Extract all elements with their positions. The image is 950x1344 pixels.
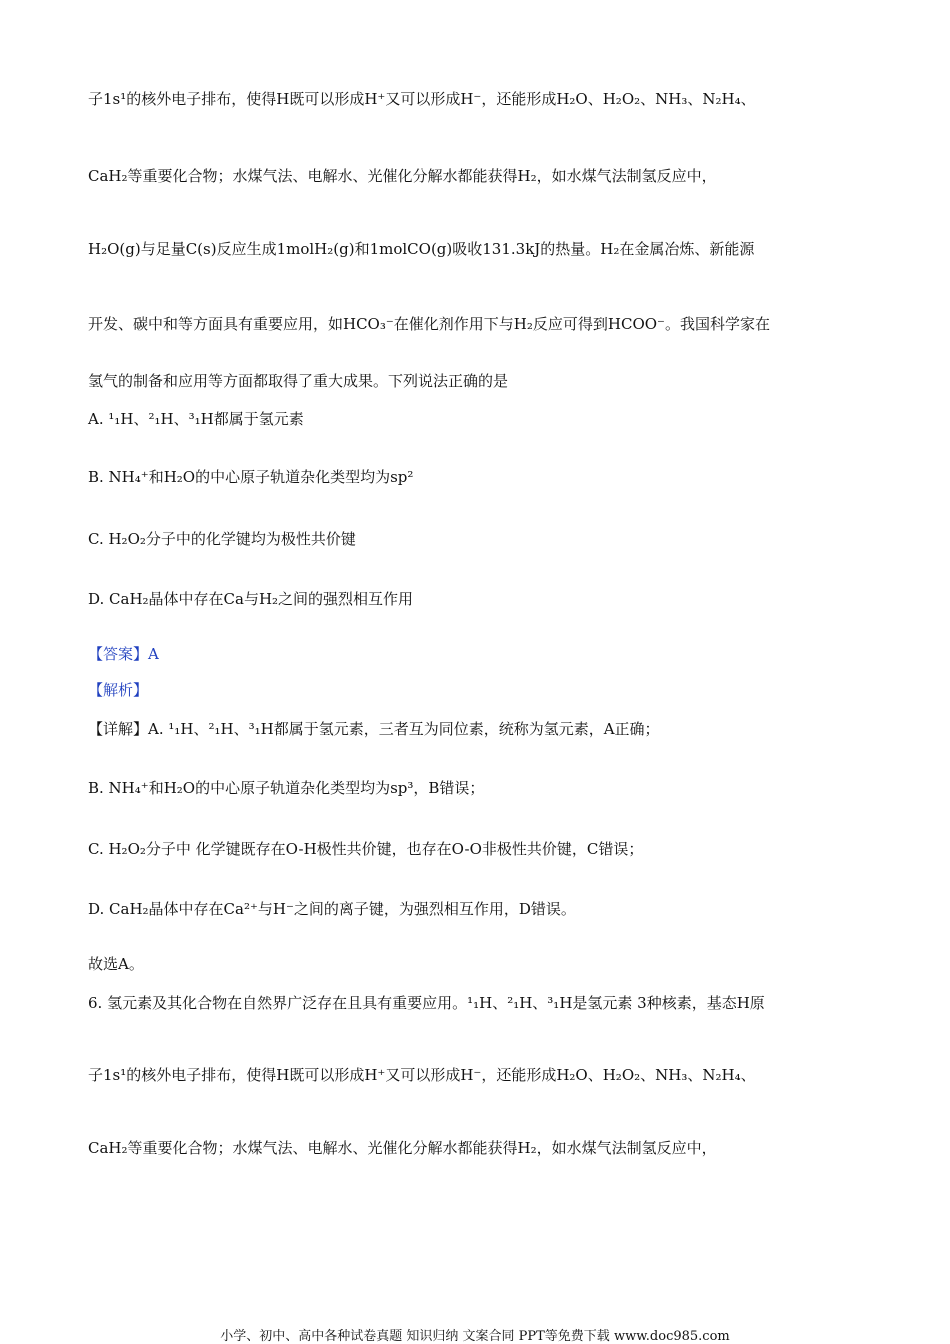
- text-line: 子1s¹的核外电子排布，使得H既可以形成H⁺又可以形成H⁻，还能形成H₂O、H₂O₂、NH₃、N₂H₄、: [88, 1066, 756, 1084]
- text-line: CaH₂等重要化合物；水煤气法、电解水、光催化分解水都能获得H₂，如水煤气法制氢反应中，: [88, 1139, 717, 1157]
- conclusion: 故选A。: [88, 955, 144, 973]
- page-footer: 小学、初中、高中各种试卷真题 知识归纳 文案合同 PPT等免费下载 www.doc985.com: [220, 1329, 730, 1344]
- question-6-line: 6. 氢元素及其化合物在自然界广泛存在且具有重要应用。¹₁H、²₁H、³₁H是氢元素 3种核素，基态H原: [88, 994, 765, 1012]
- explanation-b: B. NH₄⁺和H₂O的中心原子轨道杂化类型均为sp³，B错误；: [88, 779, 485, 797]
- option-b: B. NH₄⁺和H₂O的中心原子轨道杂化类型均为sp²: [88, 468, 414, 486]
- text-line: 开发、碳中和等方面具有重要应用，如HCO₃⁻在催化剂作用下与H₂反应可得到HCOO⁻。我国科学家在: [88, 315, 770, 333]
- answer-label: 【答案】A: [88, 645, 159, 663]
- text-line: 子1s¹的核外电子排布，使得H既可以形成H⁺又可以形成H⁻，还能形成H₂O、H₂O₂、NH₃、N₂H₄、: [88, 90, 756, 108]
- explanation-a: 【详解】A. ¹₁H、²₁H、³₁H都属于氢元素，三者互为同位素，统称为氢元素，A正确；: [88, 720, 660, 738]
- explanation-d: D. CaH₂晶体中存在Ca²⁺与H⁻之间的离子键，为强烈相互作用，D错误。: [88, 900, 576, 918]
- explanation-c: C. H₂O₂分子中 化学键既存在O-H极性共价键，也存在O-O非极性共价键，C错误；: [88, 840, 644, 858]
- option-a: A. ¹₁H、²₁H、³₁H都属于氢元素: [88, 410, 304, 428]
- option-c: C. H₂O₂分子中的化学键均为极性共价键: [88, 530, 356, 548]
- option-d: D. CaH₂晶体中存在Ca与H₂之间的强烈相互作用: [88, 590, 414, 608]
- text-line: CaH₂等重要化合物；水煤气法、电解水、光催化分解水都能获得H₂，如水煤气法制氢反应中，: [88, 167, 717, 185]
- text-line: H₂O(g)与足量C(s)反应生成1molH₂(g)和1molCO(g)吸收131.3kJ的热量。H₂在金属冶炼、新能源: [88, 240, 755, 258]
- analysis-label: 【解析】: [88, 681, 149, 699]
- text-line: 氢气的制备和应用等方面都取得了重大成果。下列说法正确的是: [88, 372, 509, 390]
